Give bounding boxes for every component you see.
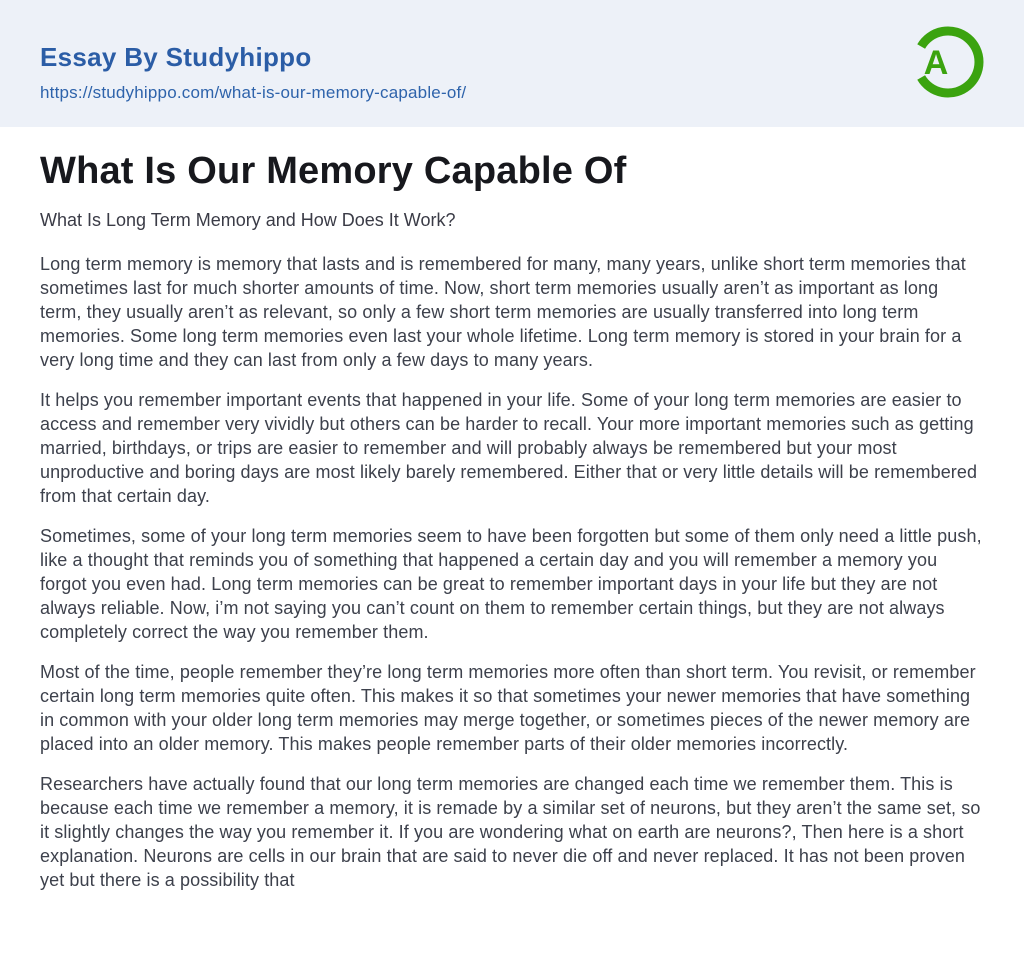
essay-paragraph: Researchers have actually found that our long term memories are changed each time we remember them. This is because each time we remember a memory, it is remade by a similar set of neurons, but they aren’t the same set, so it slightly changes the way you remember it. If you are wondering what on earth are neurons?, Then here is a short explanation. Neurons are cells in our brain that are said to never die off and never replaced. It has not been proven yet but there is a possibility that [40, 774, 981, 890]
logo-ring-icon [908, 18, 988, 106]
site-title: Essay By Studyhippo [40, 42, 312, 72]
essay-paragraph: Sometimes, some of your long term memories seem to have been forgotten but some of them only need a little push, like a thought that reminds you of something that happened a certain day and you will remember a memory you forgot you even had. Long term memories can be great to remember important days in your life but they are not always reliable. Now, i’m not saying you can’t count on them to remember certain things, but they are not always completely correct the way you remember them. [40, 526, 982, 642]
essay-subtitle: What Is Long Term Memory and How Does It Work? [40, 210, 456, 230]
studyhippo-logo [908, 18, 988, 106]
page-header [0, 0, 1024, 127]
essay-paragraph: Most of the time, people remember they’re long term memories more often than short term. You revisit, or remember certain long term memories quite often. This makes it so that sometimes your newer memories that have something in common with your older long term memories may merge together, or sometimes pieces of the newer memory are placed into an older memory. This makes people remember parts of their older memories incorrectly. [40, 662, 976, 754]
logo-letter: A [923, 44, 949, 82]
essay-paragraph: It helps you remember important events that happened in your life. Some of your long term memories are easier to access and remember very vividly but others can be harder to recall. Your more important memories such as getting married, birthdays, or trips are easier to remember and will probably always be remembered but your most unproductive and boring days are most likely barely remembered. Either that or very little details will be remembered from that certain day. [40, 390, 978, 506]
essay-body [40, 252, 984, 892]
essay-content [0, 150, 1024, 892]
essay-paragraph: Long term memory is memory that lasts and is remembered for many, many years, unlike short term memories that sometimes last for much shorter amounts of time. Now, short term memories usually aren’t as important as long term, they usually aren’t as relevant, so only a few short term memories are usually transferred into long term memories. Some long term memories even last your whole lifetime. Long term memory is stored in your brain for a very long time and they can last from only a few days to many years. [40, 254, 966, 370]
essay-title: What Is Our Memory Capable Of [40, 150, 627, 192]
essay-url-link[interactable]: https://studyhippo.com/what-is-our-memory-capable-of/ [40, 83, 467, 102]
